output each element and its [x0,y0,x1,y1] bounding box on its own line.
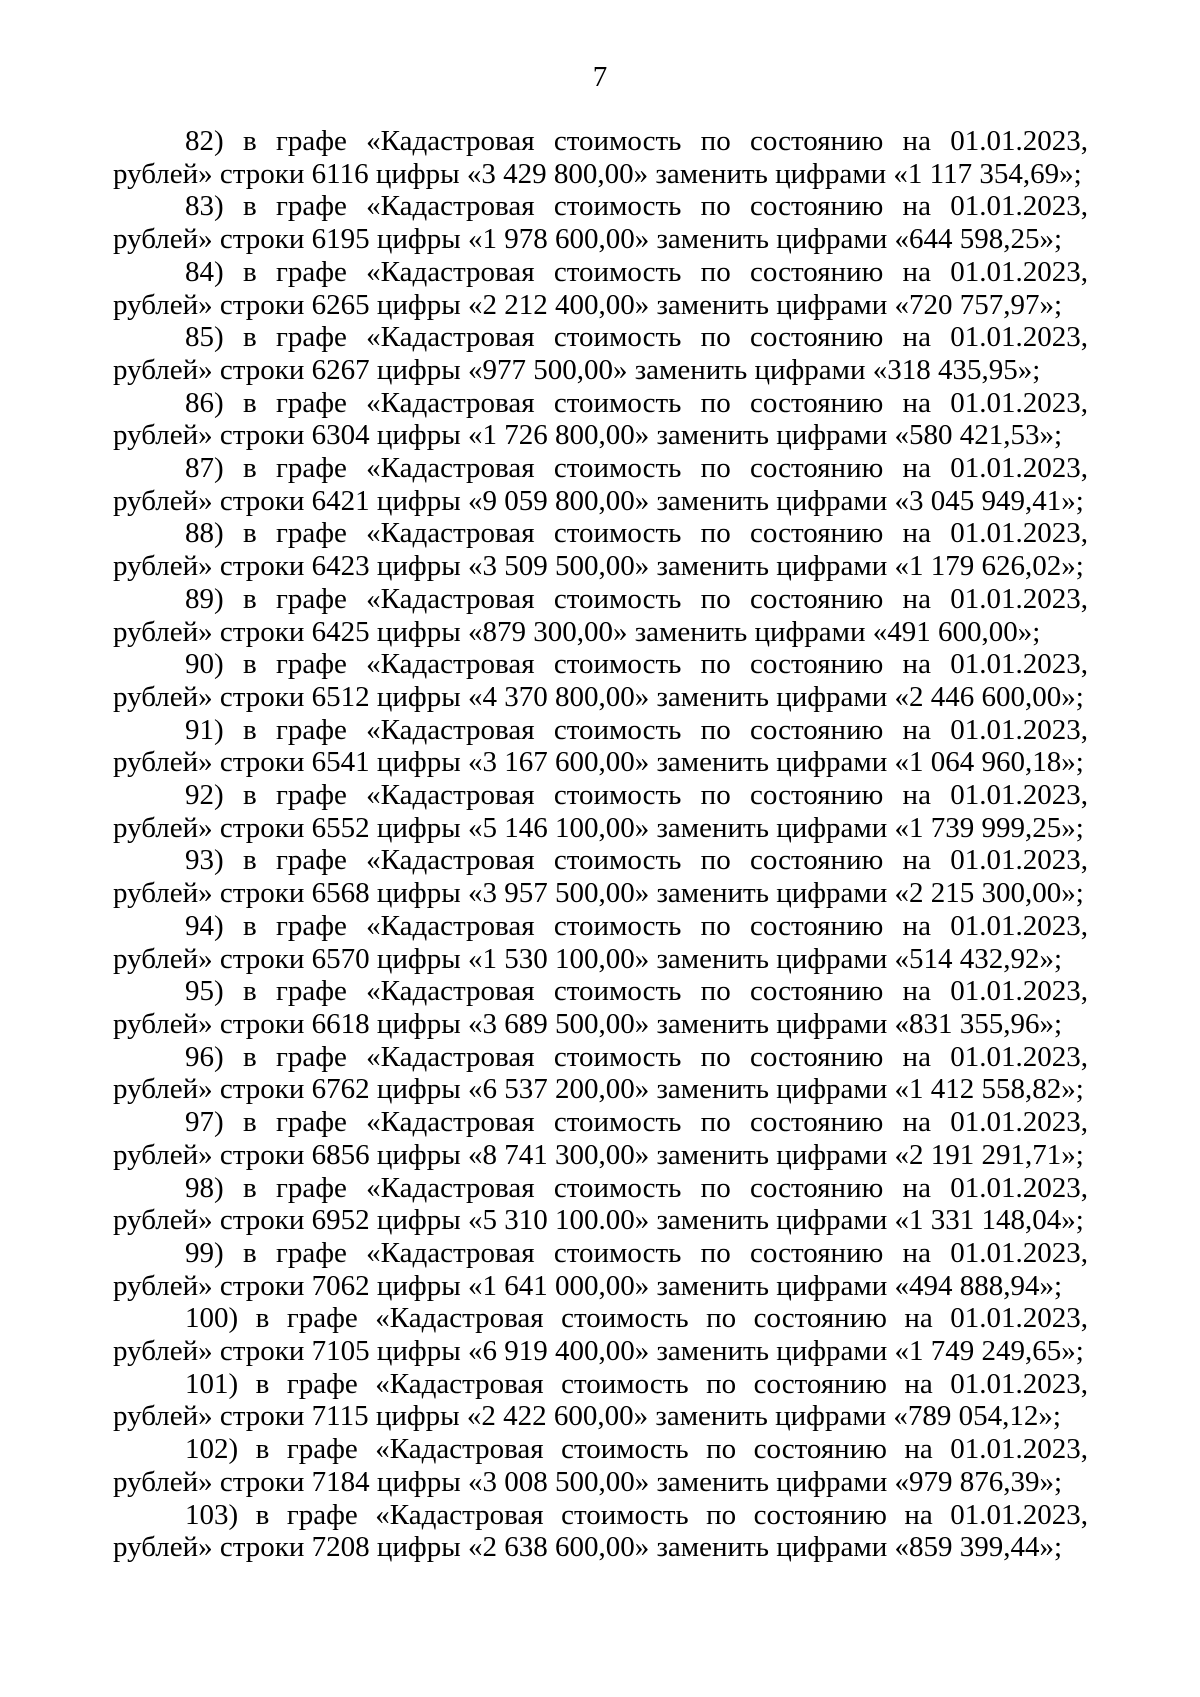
amendment-item-97: 97) в графе «Кадастровая стоимость по состоянию на 01.01.2023, рублей» строки 6856 цифры «8 741 300,00» заменить цифрами «2 191 291,71»; [113,1106,1088,1171]
amendment-item-99: 99) в графе «Кадастровая стоимость по состоянию на 01.01.2023, рублей» строки 7062 цифры «1 641 000,00» заменить цифрами «494 888,94»; [113,1236,1088,1302]
amendment-item-96: 96) в графе «Кадастровая стоимость по состоянию на 01.01.2023, рублей» строки 6762 цифры «6 537 200,00» заменить цифрами «1 412 558,82»; [113,1040,1088,1106]
amendment-item-83: 83) в графе «Кадастровая стоимость по состоянию на 01.01.2023, рублей» строки 6195 цифры «1 978 600,00» заменить цифрами «644 598,25»; [113,190,1088,256]
document-body [113,125,1088,1564]
amendment-item-94: 94) в графе «Кадастровая стоимость по состоянию на 01.01.2023, рублей» строки 6570 цифры «1 530 100,00» заменить цифрами «514 432,92»; [113,909,1088,975]
amendment-item-90: 90) в графе «Кадастровая стоимость по состоянию на 01.01.2023, рублей» строки 6512 цифры «4 370 800,00» заменить цифрами «2 446 600,00»; [113,648,1088,713]
amendment-item-100: 100) в графе «Кадастровая стоимость по состоянию на 01.01.2023, рублей» строки 7105 цифры «6 919 400,00» заменить цифрами «1 749 249,65»; [113,1302,1088,1368]
amendment-item-102: 102) в графе «Кадастровая стоимость по состоянию на 01.01.2023, рублей» строки 7184 цифры «3 008 500,00» заменить цифрами «979 876,39»; [113,1433,1088,1498]
amendment-item-101: 101) в графе «Кадастровая стоимость по состоянию на 01.01.2023, рублей» строки 7115 цифры «2 422 600,00» заменить цифрами «789 054,12»; [113,1367,1088,1433]
amendment-item-92: 92) в графе «Кадастровая стоимость по состоянию на 01.01.2023, рублей» строки 6552 цифры «5 146 100,00» заменить цифрами «1 739 999,25»; [113,779,1088,844]
amendment-item-85: 85) в графе «Кадастровая стоимость по состоянию на 01.01.2023, рублей» строки 6267 цифры «977 500,00» заменить цифрами «318 435,95»; [113,321,1088,386]
page-number: 7 [592,61,608,93]
amendment-item-98: 98) в графе «Кадастровая стоимость по состоянию на 01.01.2023, рублей» строки 6952 цифры «5 310 100.00» заменить цифрами «1 331 148,04»; [113,1171,1088,1237]
amendment-item-87: 87) в графе «Кадастровая стоимость по состоянию на 01.01.2023, рублей» строки 6421 цифры «9 059 800,00» заменить цифрами «3 045 949,41»; [113,452,1088,517]
amendment-item-103: 103) в графе «Кадастровая стоимость по состоянию на 01.01.2023, рублей» строки 7208 цифры «2 638 600,00» заменить цифрами «859 399,44»; [113,1498,1088,1564]
amendment-item-82: 82) в графе «Кадастровая стоимость по состоянию на 01.01.2023, рублей» строки 6116 цифры «3 429 800,00» заменить цифрами «1 117 354,69»; [113,125,1088,190]
amendment-item-86: 86) в графе «Кадастровая стоимость по состоянию на 01.01.2023, рублей» строки 6304 цифры «1 726 800,00» заменить цифрами «580 421,53»; [113,386,1088,452]
amendment-item-91: 91) в графе «Кадастровая стоимость по состоянию на 01.01.2023, рублей» строки 6541 цифры «3 167 600,00» заменить цифрами «1 064 960,18»; [113,713,1088,779]
amendment-item-95: 95) в графе «Кадастровая стоимость по состоянию на 01.01.2023, рублей» строки 6618 цифры «3 689 500,00» заменить цифрами «831 355,96»; [113,975,1088,1040]
amendment-item-93: 93) в графе «Кадастровая стоимость по состоянию на 01.01.2023, рублей» строки 6568 цифры «3 957 500,00» заменить цифрами «2 215 300,00»; [113,844,1088,910]
amendment-item-89: 89) в графе «Кадастровая стоимость по состоянию на 01.01.2023, рублей» строки 6425 цифры «879 300,00» заменить цифрами «491 600,00»; [113,582,1088,648]
amendment-item-84: 84) в графе «Кадастровая стоимость по состоянию на 01.01.2023, рублей» строки 6265 цифры «2 212 400,00» заменить цифрами «720 757,97»; [113,255,1088,321]
amendment-item-88: 88) в графе «Кадастровая стоимость по состоянию на 01.01.2023, рублей» строки 6423 цифры «3 509 500,00» заменить цифрами «1 179 626,02»; [113,517,1088,583]
